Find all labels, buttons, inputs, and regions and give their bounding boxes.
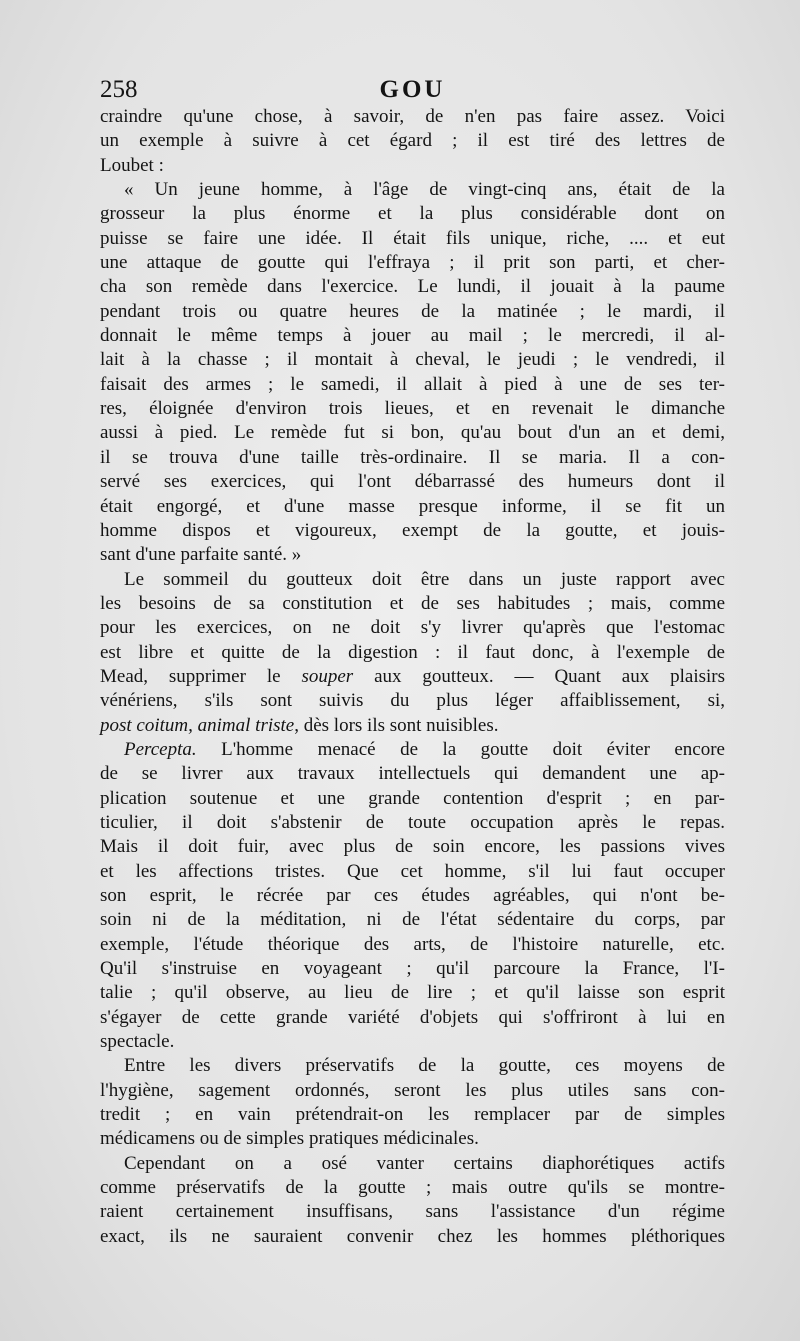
text-line: faisait des armes ; le samedi, il allait à pied à une de ses ter-: [100, 373, 725, 395]
text-line: soin ni de la méditation, ni de l'état sédentaire du corps, par: [100, 909, 725, 931]
text-line: comme préservatifs de la goutte ; mais outre qu'ils se montre-: [100, 1177, 725, 1199]
text-line: tredit ; en vain prétendrait-on les remplacer par de simples: [100, 1104, 725, 1126]
text-line: l'hygiène, sagement ordonnés, seront les plus utiles sans con-: [100, 1079, 725, 1101]
text-line: Qu'il s'instruise en voyageant ; qu'il parcoure la France, l'I-: [100, 958, 725, 980]
text-line: il se trouva d'une taille très-ordinaire. Il se maria. Il a con-: [100, 446, 725, 468]
text-line: craindre qu'une chose, à savoir, de n'en pas faire assez. Voici: [100, 106, 725, 127]
text-line: pour les exercices, on ne doit s'y livrer qu'après que l'estomac: [100, 617, 725, 639]
text-line: s'égayer de cette grande variété d'objets qui s'offriront à lui en: [100, 1006, 725, 1028]
page-header: [100, 72, 725, 108]
running-head: GOU: [379, 76, 446, 103]
text-line: aussi à pied. Le remède fut si bon, qu'au bout d'un an et demi,: [100, 422, 725, 444]
text-line: Cependant on a osé vanter certains diaphorétiques actifs: [124, 1152, 725, 1174]
text-line: un exemple à suivre à cet égard ; il est tiré des lettres de: [100, 130, 725, 152]
text-line: cha son remède dans l'exercice. Le lundi, il jouait à la paume: [100, 276, 725, 298]
text-line: servé ses exercices, qui l'ont débarrassé des humeurs dont il: [100, 471, 725, 493]
text-line: est libre et quitte de la digestion : il faut donc, à l'exemple de: [100, 641, 725, 663]
text-line: exemple, l'étude théorique des arts, de l'histoire naturelle, etc.: [100, 933, 725, 955]
text-line: Percepta. L'homme menacé de la goutte doit éviter encore: [124, 738, 725, 760]
body-text: [100, 105, 725, 1249]
text-line: vénériens, s'ils sont suivis du plus léger affaiblissement, si,: [100, 690, 725, 712]
page-number: 258: [100, 76, 138, 103]
text-line: une attaque de goutte qui l'effraya ; il prit son parti, et cher-: [100, 252, 725, 274]
text-line: grosseur la plus énorme et la plus considérable dont on: [100, 203, 725, 225]
text-line: puisse se faire une idée. Il était fils unique, riche, .... et eut: [100, 227, 725, 249]
text-line: ticulier, il doit s'abstenir de toute occupation après le repas.: [100, 811, 725, 833]
text-line: les besoins de sa constitution et de ses habitudes ; mais, comme: [100, 592, 725, 614]
text-line: pendant trois ou quatre heures de la matinée ; le mardi, il: [100, 300, 725, 322]
text-line: plication soutenue et une grande contention d'esprit ; en par-: [100, 787, 725, 809]
text-line: Mead, supprimer le souper aux goutteux. — Quant aux plaisirs: [100, 665, 725, 687]
text-line: exact, ils ne sauraient convenir chez les hommes pléthoriques: [100, 1225, 725, 1247]
text-line: Le sommeil du goutteux doit être dans un juste rapport avec: [124, 568, 725, 590]
text-line: de se livrer aux travaux intellectuels qui demandent une ap-: [100, 763, 725, 785]
text-line: son esprit, le récrée par ces études agréables, qui n'ont be-: [100, 885, 725, 906]
text-line: raient certainement insuffisans, sans l'assistance d'un régime: [100, 1201, 725, 1223]
text-line: médicamens ou de simples pratiques médicinales.: [100, 1128, 479, 1150]
text-line: spectacle.: [100, 1031, 175, 1053]
text-line: « Un jeune homme, à l'âge de vingt-cinq ans, était de la: [124, 179, 725, 201]
text-line: Mais il doit fuir, avec plus de soin encore, les passions vives: [100, 836, 725, 858]
text-line: lait à la chasse ; il montait à cheval, le jeudi ; le vendredi, il: [100, 349, 725, 371]
text-line: donnait le même temps à jouer au mail ; le mercredi, il al-: [100, 325, 725, 347]
text-line: était engorgé, et d'une masse presque informe, il se fit un: [100, 495, 725, 517]
text-line: Entre les divers préservatifs de la goutte, ces moyens de: [124, 1055, 725, 1077]
text-line: et les affections tristes. Que cet homme, s'il lui faut occuper: [100, 860, 725, 882]
text-line: homme dispos et vigoureux, exempt de la goutte, et jouis-: [100, 519, 725, 541]
text-line: post coitum, animal triste, dès lors ils sont nuisibles.: [100, 714, 499, 736]
text-line: Loubet :: [100, 154, 164, 176]
text-line: talie ; qu'il observe, au lieu de lire ; et qu'il laisse son esprit: [100, 982, 725, 1004]
text-line: res, éloignée d'environ trois lieues, et en revenait le dimanche: [100, 398, 725, 420]
text-line: sant d'une parfaite santé. »: [100, 544, 302, 566]
